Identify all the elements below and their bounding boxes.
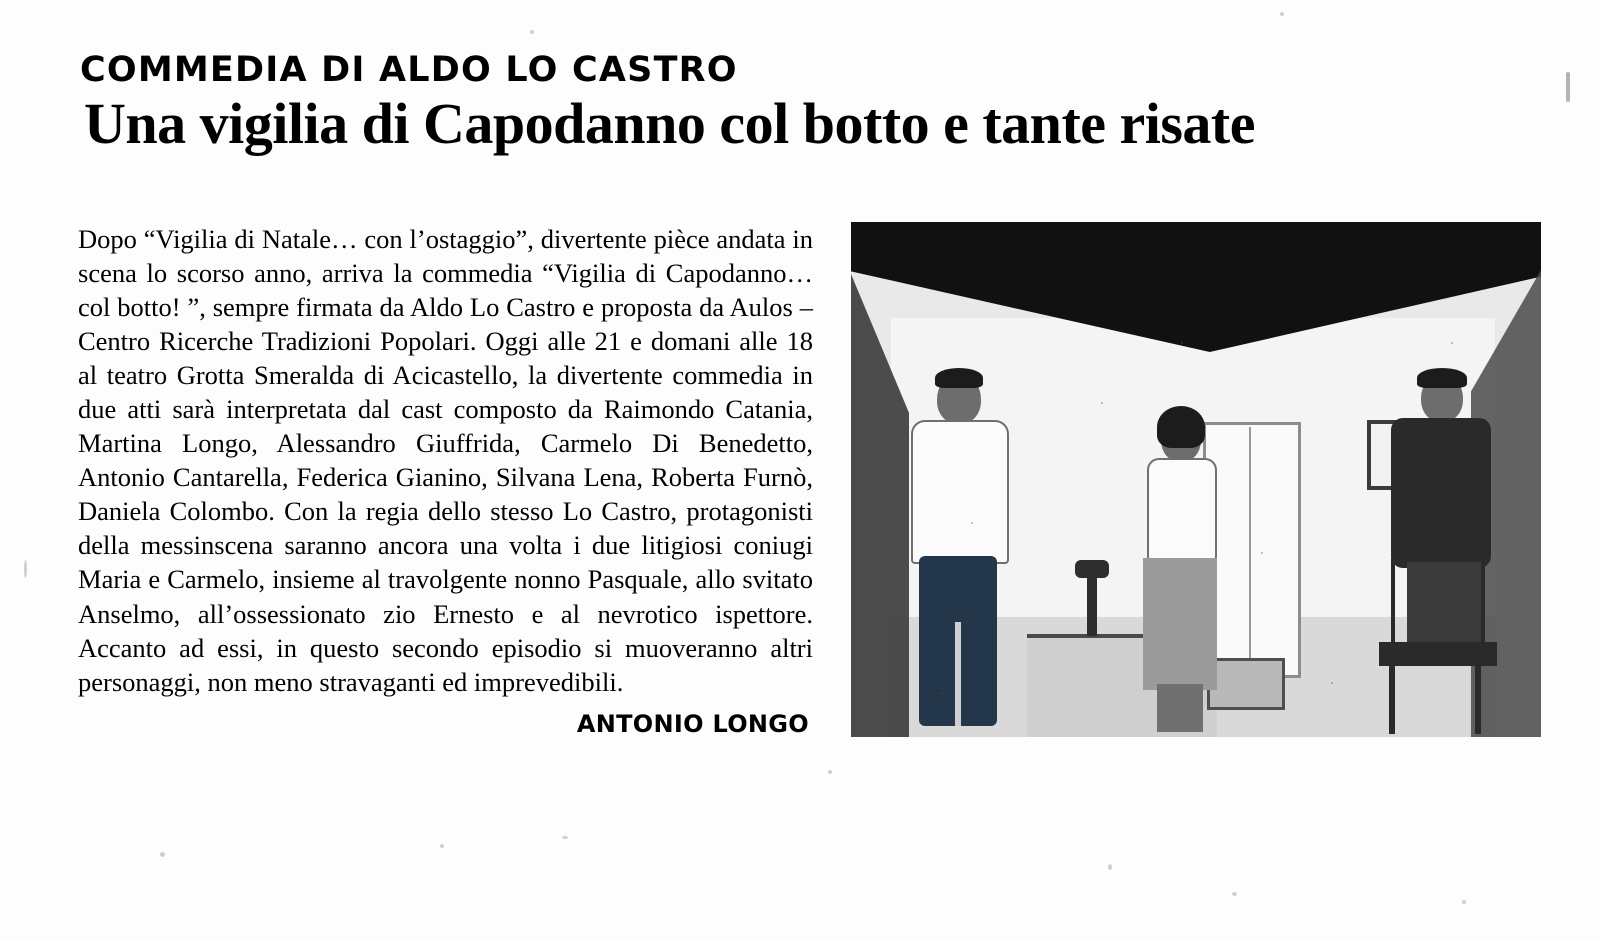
article-header (78, 50, 1543, 156)
article-body-text: Dopo “Vigilia di Natale… con l’ostaggio”, divertente pièce andata in scena lo scorso anno, arriva la commedia “Vigilia di Capodanno… col botto! ”, sempre firmata da Aldo Lo Castro e proposta da Aulos – Centro Ricerche Tradizioni Popolari. Oggi alle 21 e domani alle 18 al teatro Grotta Smeralda di Acicastello, la divertente commedia in due atti sarà interpretata dal cast composto da Raimondo Catania, Martina Longo, Alessandro Giuffrida, Carmelo Di Benedetto, Antonio Cantarella, Federica Gianino, Silvana Lena, Roberta Furnò, Daniela Colombo. Con la regia dello stesso Lo Castro, protagonisti della messinscena saranno ancora una volta i due litigiosi coniugi Maria e Carmelo, insieme al travolgente nonno Pasquale, allo svitato Anselmo, all’ossessionato zio Ernesto e al nevrotico ispettore. Accanto ad essi, in questo secondo episodio si muoveranno altri personaggi, non meno stravaganti ed imprevedibili. (78, 224, 813, 697)
article-kicker: COMMEDIA DI ALDO LO CASTRO (80, 50, 738, 90)
article-headline: Una vigilia di Capodanno col botto e tante risate (84, 90, 1255, 156)
article-body-column (78, 222, 813, 739)
photo-image (851, 222, 1541, 737)
article-byline: ANTONIO LONGO (576, 709, 809, 738)
article-photo (851, 222, 1541, 737)
article-content (78, 222, 1548, 739)
photo-grain (851, 222, 1541, 737)
